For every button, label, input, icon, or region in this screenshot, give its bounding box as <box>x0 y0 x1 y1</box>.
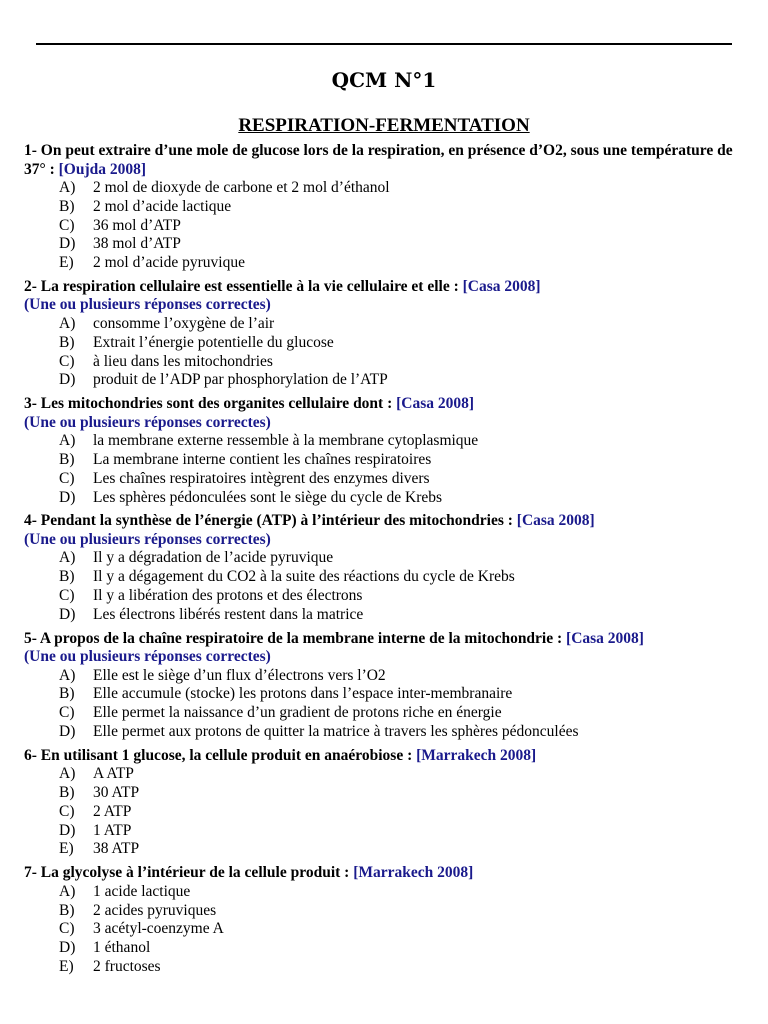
option-d[interactable] <box>59 723 744 742</box>
question-3 <box>24 395 744 507</box>
question-2 <box>24 278 744 390</box>
option-d[interactable] <box>59 371 744 390</box>
option-letter: C) <box>59 802 75 820</box>
option-letter: E) <box>59 957 74 975</box>
option-letter: B) <box>59 568 75 586</box>
option-b[interactable] <box>59 198 744 217</box>
question-statement: 6- En utilisant 1 glucose, la cellule produit en anaérobiose : <box>24 746 417 764</box>
option-letter: D) <box>59 605 76 623</box>
option-a[interactable] <box>59 765 744 784</box>
option-c[interactable] <box>59 920 744 939</box>
option-letter: D) <box>59 371 76 389</box>
option-text: consomme l’oxygène de l’air <box>93 314 275 332</box>
option-text: 30 ATP <box>93 784 140 802</box>
option-text: 3 acétyl-coenzyme A <box>93 920 224 938</box>
option-letter: C) <box>59 352 75 370</box>
question-source: [Marrakech 2008] <box>353 864 474 882</box>
option-letter: B) <box>59 450 75 468</box>
option-text: 2 acides pyruviques <box>93 901 217 919</box>
question-statement: 1- On peut extraire d’une mole de glucose lors de la respiration, en présence d’O2, sous une température de 37° : <box>24 142 733 178</box>
page-subtitle: RESPIRATION-FERMENTATION <box>238 115 530 136</box>
option-letter: A) <box>59 314 76 332</box>
option-d[interactable] <box>59 822 744 841</box>
option-letter: A) <box>59 765 76 783</box>
option-c[interactable] <box>59 704 744 723</box>
question-statement: 7- La glycolyse à l’intérieur de la cellule produit : <box>24 864 354 882</box>
option-b[interactable] <box>59 451 744 470</box>
option-text: Elle permet aux protons de quitter la matrice à travers les sphères pédonculées <box>93 722 579 740</box>
option-text: 2 fructoses <box>93 957 161 975</box>
question-7 <box>24 864 744 976</box>
option-letter: D) <box>59 939 76 957</box>
option-letter: D) <box>59 235 76 253</box>
question-text <box>24 630 744 649</box>
option-c[interactable] <box>59 803 744 822</box>
option-letter: A) <box>59 549 76 567</box>
option-text: Les sphères pédonculées sont le siège du cycle de Krebs <box>93 488 443 506</box>
option-a[interactable] <box>59 179 744 198</box>
option-a[interactable] <box>59 315 744 334</box>
option-text: Elle permet la naissance d’un gradient de protons riche en énergie <box>93 704 502 722</box>
option-text: Extrait l’énergie potentielle du glucose <box>93 333 334 351</box>
option-letter: B) <box>59 333 75 351</box>
question-source: [Casa 2008] <box>396 395 475 413</box>
option-letter: A) <box>59 666 76 684</box>
option-letter: C) <box>59 704 75 722</box>
option-letter: B) <box>59 197 75 215</box>
question-text <box>24 747 744 766</box>
option-text: 2 mol d’acide pyruvique <box>93 254 245 272</box>
option-b[interactable] <box>59 334 744 353</box>
option-list <box>24 315 744 390</box>
option-b[interactable] <box>59 902 744 921</box>
option-text: Il y a libération des protons et des électrons <box>93 586 363 604</box>
option-letter: C) <box>59 216 75 234</box>
option-text: Elle accumule (stocke) les protons dans l’espace inter-membranaire <box>93 685 513 703</box>
option-letter: A) <box>59 882 76 900</box>
option-b[interactable] <box>59 685 744 704</box>
option-list <box>24 883 744 977</box>
option-text: 2 mol de dioxyde de carbone et 2 mol d’éthanol <box>93 179 390 196</box>
question-6 <box>24 747 744 859</box>
option-letter: B) <box>59 685 75 703</box>
question-note: (Une ou plusieurs réponses correctes) <box>24 296 271 314</box>
option-c[interactable] <box>59 353 744 372</box>
option-text: 1 acide lactique <box>93 882 191 900</box>
option-letter: C) <box>59 920 75 938</box>
option-letter: B) <box>59 901 75 919</box>
question-list <box>24 142 744 982</box>
option-e[interactable] <box>59 254 744 273</box>
question-5 <box>24 630 744 742</box>
option-list <box>24 549 744 624</box>
question-source: [Casa 2008] <box>516 512 595 530</box>
option-text: 38 ATP <box>93 840 140 858</box>
option-text: Les chaînes respiratoires intègrent des enzymes divers <box>93 469 430 487</box>
option-letter: D) <box>59 821 76 839</box>
question-source: [Casa 2008] <box>566 629 644 647</box>
option-text: produit de l’ADP par phosphorylation de l’ATP <box>93 371 388 389</box>
option-b[interactable] <box>59 784 744 803</box>
option-letter: C) <box>59 469 75 487</box>
option-d[interactable] <box>59 489 744 508</box>
option-d[interactable] <box>59 939 744 958</box>
option-letter: A) <box>59 432 76 450</box>
option-text: Il y a dégagement du CO2 à la suite des réactions du cycle de Krebs <box>93 568 515 586</box>
question-statement: 5- A propos de la chaîne respiratoire de la membrane interne de la mitochondrie : <box>24 629 567 647</box>
option-letter: C) <box>59 586 75 604</box>
option-text: à lieu dans les mitochondries <box>93 352 273 370</box>
top-divider <box>36 43 732 45</box>
option-d[interactable] <box>59 606 744 625</box>
option-letter: B) <box>59 784 75 802</box>
option-c[interactable] <box>59 470 744 489</box>
page-title: QCM N°1 <box>331 68 437 92</box>
option-letter: E) <box>59 254 74 272</box>
option-list <box>24 432 744 507</box>
option-text: 38 mol d’ATP <box>93 235 181 253</box>
question-source: [Marrakech 2008] <box>416 746 537 764</box>
question-note: (Une ou plusieurs réponses correctes) <box>24 530 271 548</box>
option-list <box>24 179 744 273</box>
question-statement: 3- Les mitochondries sont des organites cellulaire dont : <box>24 395 397 413</box>
option-e[interactable] <box>59 840 744 859</box>
option-text: 2 ATP <box>93 802 132 820</box>
option-b[interactable] <box>59 568 744 587</box>
option-list <box>24 765 744 859</box>
option-a[interactable] <box>59 883 744 902</box>
question-statement: 4- Pendant la synthèse de l’énergie (ATP) à l’intérieur des mitochondries : <box>24 512 517 530</box>
question-text <box>24 864 744 883</box>
option-letter: E) <box>59 840 74 858</box>
question-1 <box>24 142 744 273</box>
option-text: 2 mol d’acide lactique <box>93 197 232 215</box>
option-text: 1 ATP <box>93 821 132 839</box>
option-text: Les électrons libérés restent dans la matrice <box>93 605 364 623</box>
option-e[interactable] <box>59 958 744 977</box>
option-d[interactable] <box>59 235 744 254</box>
option-a[interactable] <box>59 667 744 686</box>
option-text: la membrane externe ressemble à la membrane cytoplasmique <box>93 432 479 450</box>
option-letter: D) <box>59 722 76 740</box>
option-text: Elle est le siège d’un flux d’électrons vers l’O2 <box>93 666 386 684</box>
option-a[interactable] <box>59 432 744 451</box>
question-text <box>24 395 744 414</box>
option-text: 1 éthanol <box>93 939 151 957</box>
option-a[interactable] <box>59 549 744 568</box>
question-note: (Une ou plusieurs réponses correctes) <box>24 648 271 666</box>
option-c[interactable] <box>59 217 744 236</box>
option-letter: D) <box>59 488 76 506</box>
option-text: A ATP <box>93 765 134 783</box>
option-c[interactable] <box>59 587 744 606</box>
question-text <box>24 142 744 179</box>
option-text: 36 mol d’ATP <box>93 216 181 234</box>
question-note: (Une ou plusieurs réponses correctes) <box>24 413 271 431</box>
option-letter: A) <box>59 179 76 196</box>
question-source: [Oujda 2008] <box>58 160 147 178</box>
question-text <box>24 512 744 531</box>
option-text: La membrane interne contient les chaînes respiratoires <box>93 450 432 468</box>
question-statement: 2- La respiration cellulaire est essentielle à la vie cellulaire et elle : <box>24 277 463 295</box>
option-list <box>24 667 744 742</box>
option-text: Il y a dégradation de l’acide pyruvique <box>93 549 334 567</box>
question-source: [Casa 2008] <box>462 277 541 295</box>
question-text <box>24 278 744 297</box>
question-4 <box>24 512 744 624</box>
